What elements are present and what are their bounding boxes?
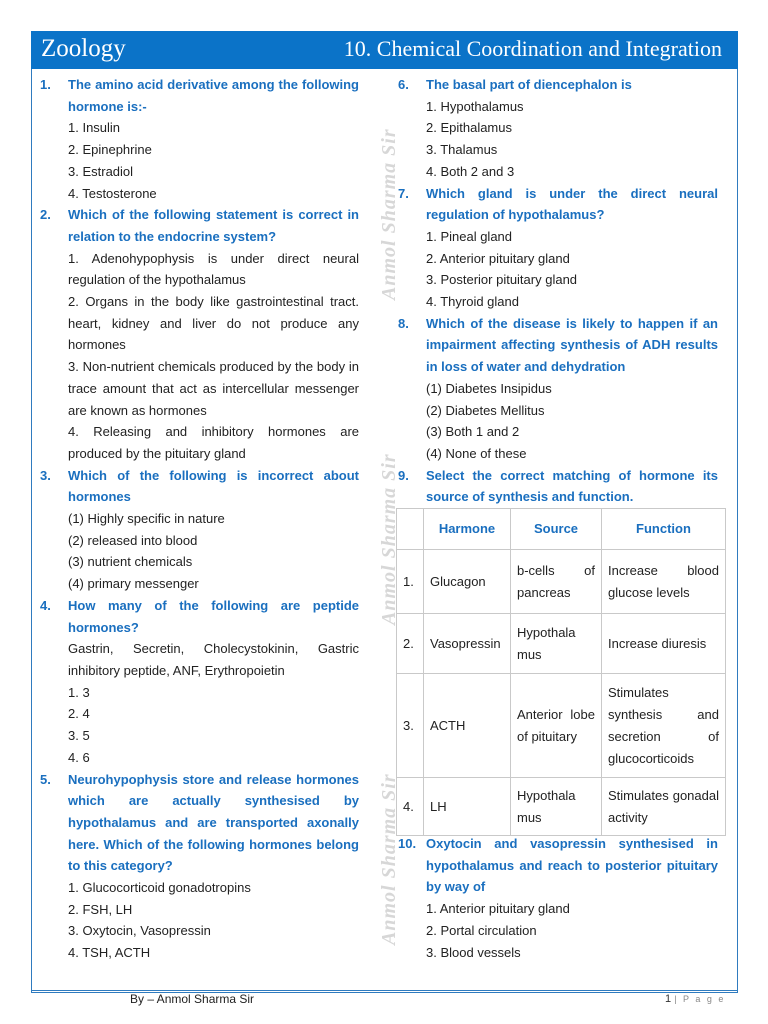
answer-option: 3. Estradiol [68, 163, 134, 179]
answer-option: (2) released into blood [68, 532, 198, 548]
question-number: 5. [40, 771, 51, 787]
question-number: 1. [40, 77, 51, 92]
subject-title: Zoology [41, 35, 126, 62]
question [40, 465, 359, 508]
table-row [397, 674, 726, 778]
table-cell: Stimulates gonadal activity [602, 778, 726, 836]
question-text: Which of the following statement is correct in relation to the endocrine system? [68, 207, 359, 244]
question-text: Neurohypophysis store and release hormones which are actually synthesised by hypothalamus and are transported axonally here. Which of the following hormones belong to this category? [68, 771, 359, 874]
question-text: The basal part of diencephalon is [426, 77, 632, 92]
answer-option: 1. 3 [68, 684, 90, 700]
table-row [397, 614, 726, 674]
footer-divider [31, 990, 738, 991]
question-text: Select the correct matching of hormone its source of synthesis and function. [426, 467, 718, 505]
answer-option: 3. Thalamus [426, 142, 498, 158]
table-header: Source [511, 509, 602, 550]
answer-option: 4. Testosterone [68, 185, 157, 201]
answer-option: (1) Highly specific in nature [68, 511, 225, 527]
question-number: 9. [398, 467, 409, 483]
question-text: Which gland is under the direct neural regulation of hypothalamus? [426, 185, 718, 223]
question-text: Which of the disease is likely to happen if an impairment affecting synthesis of ADH results in loss of water and dehydration [426, 315, 718, 375]
answer-option: 1. Anterior pituitary gland [426, 901, 570, 917]
answer-option: 1. Adenohypophysis is under direct neural regulation of the hypothalamus [68, 250, 359, 288]
question-text: How many of the following are peptide hormones? [68, 597, 359, 635]
question [398, 465, 718, 508]
page-header [31, 31, 738, 69]
footer-page [665, 993, 725, 1005]
answer-option: 4. Both 2 and 3 [426, 163, 515, 179]
table-cell: Increase diuresis [602, 614, 726, 674]
table-row [397, 550, 726, 614]
question-text: Which of the following is incorrect about hormones [68, 467, 359, 505]
question [40, 74, 359, 117]
table-cell: Hypothala mus [511, 778, 602, 836]
question-number: 4. [40, 597, 51, 613]
question-number: 3. [40, 467, 51, 483]
table-cell: 2. [397, 614, 424, 674]
table-cell: Glucagon [424, 550, 511, 614]
answer-option: (4) None of these [426, 445, 527, 461]
question-number: 8. [398, 315, 409, 331]
right-column-continued [398, 833, 718, 963]
answer-option: 3. 5 [68, 728, 90, 744]
question-number: 2. [40, 207, 51, 223]
question-number: 6. [398, 77, 409, 92]
answer-option: Gastrin, Secretin, Cholecystokinin, Gastric inhibitory peptide, ANF, Erythropoietin [68, 641, 359, 678]
answer-option: (2) Diabetes Mellitus [426, 402, 545, 418]
answer-option: 2. Epithalamus [426, 120, 512, 136]
page-number: 1 [665, 993, 672, 1005]
table-cell: 1. [397, 550, 424, 614]
answer-option: 4. TSH, ACTH [68, 945, 151, 961]
matching-table [396, 508, 726, 836]
chapter-title: 10. Chemical Coordination and Integration [343, 36, 722, 61]
answer-option: 1. Hypothalamus [426, 98, 524, 114]
question [398, 74, 718, 96]
answer-option: (3) nutrient chemicals [68, 554, 193, 570]
question [40, 204, 359, 247]
table-header: Harmone [424, 509, 511, 550]
right-column [398, 74, 718, 508]
table-header [397, 509, 424, 550]
footer-author: By – Anmol Sharma Sir [130, 992, 255, 1006]
watermark: Anmol Sharma Sir [378, 773, 400, 945]
watermark: Anmol Sharma Sir [378, 128, 400, 300]
answer-option: 1. Glucocorticoid gonadotropins [68, 880, 251, 896]
answer-option: (1) Diabetes Insipidus [426, 380, 552, 396]
question-text: The amino acid derivative among the following hormone is:- [68, 77, 359, 114]
answer-option: 4. Thyroid gland [426, 294, 519, 310]
table-cell: LH [424, 778, 511, 836]
answer-option: 2. Portal circulation [426, 922, 537, 938]
answer-option: 3. Posterior pituitary gland [426, 272, 578, 288]
table-cell: Hypothala mus [511, 614, 602, 674]
table-header-row [397, 509, 726, 550]
table-cell: Anterior lobe of pituitary [511, 674, 602, 778]
answer-option: 2. Anterior pituitary gland [426, 250, 570, 266]
question [398, 313, 718, 378]
table-cell: Vasopressin [424, 614, 511, 674]
table-cell: 4. [397, 778, 424, 836]
table-row [397, 778, 726, 836]
answer-option: 4. 6 [68, 749, 90, 765]
question-number: 10. [398, 836, 417, 851]
answer-option: 3. Blood vessels [426, 944, 521, 960]
question [398, 183, 718, 226]
answer-option: (4) primary messenger [68, 576, 199, 592]
table-cell: b-cells of pancreas [511, 550, 602, 614]
question [40, 769, 359, 878]
answer-option: 2. Epinephrine [68, 142, 152, 158]
table-cell: 3. [397, 674, 424, 778]
table-header: Function [602, 509, 726, 550]
answer-option: 1. Insulin [68, 120, 121, 136]
answer-option: 1. Pineal gland [426, 228, 513, 244]
left-column [40, 74, 359, 964]
question [398, 833, 718, 898]
answer-option: 2. 4 [68, 706, 90, 722]
answer-option: 3. Non-nutrient chemicals produced by the body in trace amount that act as intercellular messenger are known as hormones [68, 359, 359, 418]
table-cell: Increase blood glucose levels [602, 550, 726, 614]
table-cell: Stimulates synthesis and secretion of glucocorticoids [602, 674, 726, 778]
question [40, 595, 359, 638]
answer-option: 2. FSH, LH [68, 901, 133, 917]
watermark: Anmol Sharma Sir [378, 453, 400, 625]
answer-option: 3. Oxytocin, Vasopressin [68, 923, 211, 939]
page-label: | P a g e [674, 994, 726, 1004]
answer-option: (3) Both 1 and 2 [426, 424, 520, 440]
answer-option: 4. Releasing and inhibitory hormones are produced by the pituitary gland [68, 424, 359, 461]
answer-option: 2. Organs in the body like gastrointestinal tract. heart, kidney and liver do not produce any hormones [68, 294, 359, 353]
question-number: 7. [398, 185, 409, 201]
question-text: Oxytocin and vasopressin synthesised in hypothalamus and reach to posterior pituitary by way of [426, 836, 718, 895]
table-cell: ACTH [424, 674, 511, 778]
